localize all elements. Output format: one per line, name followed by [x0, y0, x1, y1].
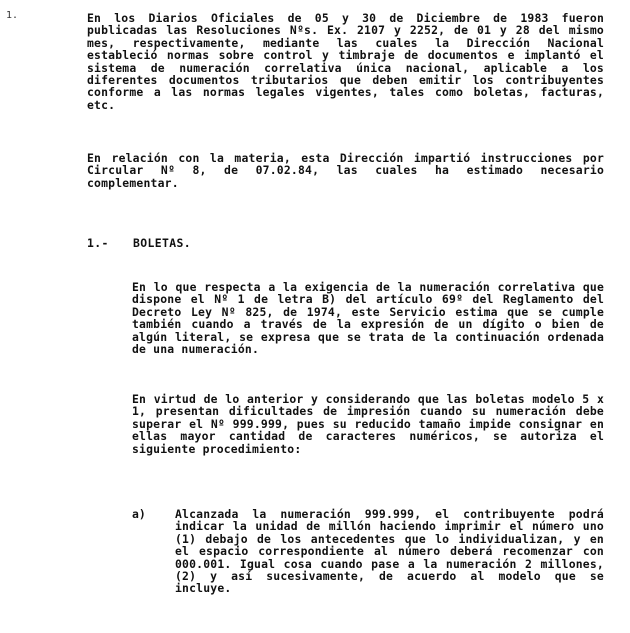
- section-paragraph-2: En virtud de lo anterior y considerando que las boletas modelo 5 x 1, presentan dificultades de impresión cuando su numeración debe superar el Nº 999.999, pues su reducido tamaño impide consignar en ellas mayor cantidad de caracteres numéricos, se autoriza el siguiente procedimiento:: [132, 392, 604, 456]
- section-paragraph-1: En lo que respecta a la exigencia de la numeración correlativa que dispone el Nº 1 de letra B) del artículo 69º del Reglamento del Decreto Ley Nº 825, de 1974, este Servicio estima que se cumple también cuando a través de la expresión de un dígito o bien de algún literal, se expresa que se trata de la continuación ordenada de una numeración.: [132, 280, 604, 357]
- page-marker: 1.: [6, 10, 19, 21]
- section-title: BOLETAS.: [133, 236, 192, 250]
- item-text-a: Alcanzada la numeración 999.999, el contribuyente podrá indicar la unidad de millón haciendo imprimir el número uno (1) debajo de los antecedentes que lo individualizan, y en el espacio correspondiente al número deberá recomenzar con 000.001. Igual cosa cuando pase a la numeración 2 millones, (2) y así sucesivamente, de acuerdo al modelo que se incluye.: [175, 507, 604, 596]
- intro-paragraph-2: En relación con la materia, esta Dirección impartió instrucciones por Circular Nº 8, de 07.02.84, las cuales ha estimado necesario complementar.: [87, 151, 604, 190]
- section-number: 1.-: [87, 236, 109, 250]
- intro-paragraph-1: En los Diarios Oficiales de 05 y 30 de Diciembre de 1983 fueron publicadas las Resoluciones Nºs. Ex. 2107 y 2252, de 01 y 28 del mismo mes, respectivamente, mediante las cuales la Dirección Nacional estableció normas sobre control y timbraje de documentos e implantó el sistema de numeración correlativa única nacional, aplicable a los diferentes documentos tributarios que deben emitir los contribuyentes conforme a las normas legales vigentes, tales como boletas, facturas, etc.: [87, 11, 604, 112]
- item-label-a: a): [132, 507, 146, 521]
- section-heading: [87, 237, 191, 249]
